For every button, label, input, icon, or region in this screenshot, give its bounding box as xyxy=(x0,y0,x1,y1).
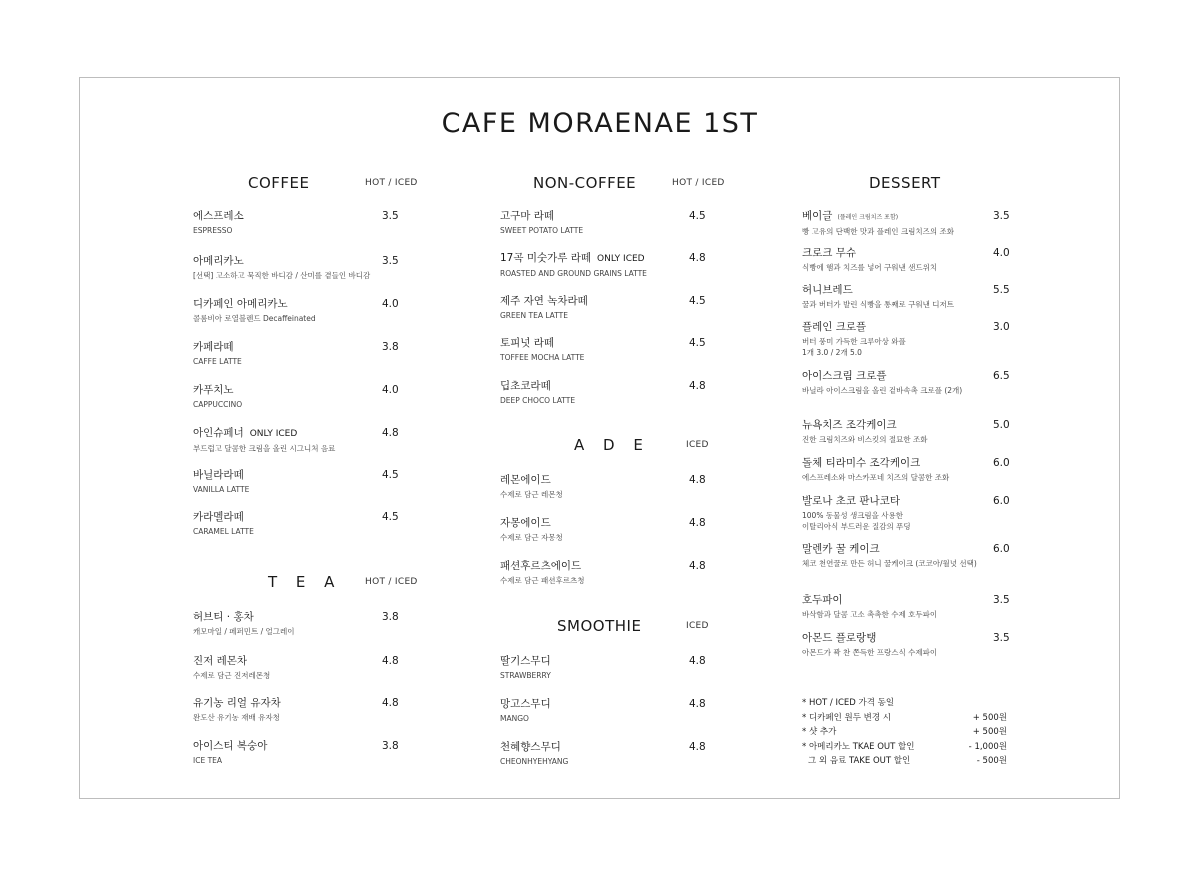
item-name: 자몽에이드 xyxy=(500,517,551,529)
item-sub: ICE TEA xyxy=(193,756,223,765)
item-name: 발로나 초코 판나코타 xyxy=(802,495,900,507)
menu-item xyxy=(802,247,937,273)
menu-item xyxy=(193,611,295,637)
item-sub: 100% 동물성 생크림을 사용한 xyxy=(802,511,904,520)
menu-item xyxy=(193,210,244,236)
item-sub: 1개 3.0 / 2개 5.0 xyxy=(802,348,862,357)
menu-item xyxy=(193,655,270,681)
item-sub: 아몬드가 꽉 찬 쫀득한 프랑스식 수제파이 xyxy=(802,648,938,657)
item-sub: 바삭함과 달콤 고소 촉촉한 수제 호두파이 xyxy=(802,610,938,619)
item-price: 4.0 xyxy=(382,384,399,396)
item-sub: CHEONHYEHYANG xyxy=(500,757,569,766)
item-name: 바닐라라떼 xyxy=(193,469,244,481)
item-price: 3.5 xyxy=(993,210,1010,222)
item-sub: 수제로 담근 자몽청 xyxy=(500,533,563,542)
item-name: 아메리카노 xyxy=(193,255,244,267)
item-name: 허니브레드 xyxy=(802,284,853,296)
note-text: * 디카페인 원두 변경 시 xyxy=(802,712,891,723)
item-sub: TOFFEE MOCHA LATTE xyxy=(500,353,585,362)
item-price: 3.0 xyxy=(993,321,1010,333)
menu-item xyxy=(193,427,335,454)
item-sub: [선택] 고소하고 묵직한 바디감 / 산미를 곁들인 바디감 xyxy=(193,271,371,280)
note-value: - 500원 xyxy=(976,756,1007,766)
item-sub: VANILLA LATTE xyxy=(193,485,250,494)
item-sub: SWEET POTATO LATTE xyxy=(500,226,584,235)
item-sub: 캐모마일 / 페퍼민트 / 얼그레이 xyxy=(193,627,295,636)
item-name: 토피넛 라떼 xyxy=(500,337,555,349)
smoothie-colhead: ICED xyxy=(686,621,709,631)
coffee-colhead: HOT / ICED xyxy=(365,178,418,188)
item-name: 레몬에이드 xyxy=(500,474,551,486)
item-sub: 빵 고유의 단백한 맛과 플레인 크림치즈의 조화 xyxy=(802,227,954,236)
item-name: 카페라떼 xyxy=(193,341,234,353)
item-sub: 수제로 담근 레몬청 xyxy=(500,490,563,499)
menu-item xyxy=(802,543,977,569)
menu-item xyxy=(193,341,242,367)
item-price: 4.8 xyxy=(382,697,399,709)
item-name: 진저 레몬차 xyxy=(193,655,248,667)
item-name: 뉴욕치즈 조각케이크 xyxy=(802,419,897,431)
item-price: 3.8 xyxy=(382,341,399,353)
item-sub: GREEN TEA LATTE xyxy=(500,311,568,320)
section-smoothie-heading: SMOOTHIE xyxy=(557,617,642,635)
item-name: 유기농 리얼 유자차 xyxy=(193,697,281,709)
section-tea-heading: T E A xyxy=(268,573,342,591)
menu-item xyxy=(193,740,267,766)
item-price: 3.8 xyxy=(382,611,399,623)
note-row xyxy=(802,711,1012,726)
item-name: 카라멜라떼 xyxy=(193,511,244,523)
item-price: 4.5 xyxy=(689,337,706,349)
item-price: 4.8 xyxy=(689,474,706,486)
item-price: 4.8 xyxy=(689,698,706,710)
note-value: + 500원 xyxy=(972,727,1007,737)
menu-item xyxy=(802,370,962,396)
item-name: 아이스티 복숭아 xyxy=(193,740,268,752)
menu-item xyxy=(500,517,563,543)
item-price: 3.5 xyxy=(993,594,1010,606)
item-name: 베이글 xyxy=(802,210,833,222)
item-sub: 이탈리아식 부드러운 질감의 푸딩 xyxy=(802,522,911,531)
item-sub: 콜롬비아 로열블렌드 Decaffeinated xyxy=(193,314,316,323)
menu-item xyxy=(500,698,551,724)
item-sub: 완도산 유기농 재배 유자청 xyxy=(193,713,280,722)
item-note: (플레인 크림치즈 포함) xyxy=(837,214,899,221)
item-sub: MANGO xyxy=(500,714,529,723)
note-text: * HOT / ICED 가격 동일 xyxy=(802,698,895,708)
item-price: 6.0 xyxy=(993,457,1010,469)
section-dessert-heading: DESSERT xyxy=(869,174,941,192)
menu-item xyxy=(193,384,242,410)
note-value: - 1,000원 xyxy=(968,741,1007,752)
item-name: 크로크 무슈 xyxy=(802,247,857,259)
section-noncoffee-heading: NON-COFFEE xyxy=(533,174,637,192)
item-price: 4.5 xyxy=(689,210,706,222)
item-name: 17곡 미숫가루 라떼 xyxy=(500,252,592,264)
ade-colhead: ICED xyxy=(686,440,709,450)
item-price: 3.5 xyxy=(382,210,399,222)
item-sub: 버터 풍미 가득한 크루아상 와플 xyxy=(802,337,906,346)
menu-item xyxy=(500,295,588,321)
note-row xyxy=(802,696,1012,711)
menu-item xyxy=(802,210,954,237)
item-price: 6.5 xyxy=(993,370,1010,382)
item-name: 고구마 라떼 xyxy=(500,210,555,222)
item-sub: 식빵에 햄과 치즈를 넣어 구워낸 샌드위치 xyxy=(802,263,938,272)
item-sub: STRAWBERRY xyxy=(500,671,551,680)
item-sub: 꿀과 버터가 발린 식빵을 통째로 구워낸 디저트 xyxy=(802,300,954,309)
item-name: 패션후르츠에이드 xyxy=(500,560,582,572)
menu-item xyxy=(802,321,906,358)
menu-item xyxy=(802,457,949,483)
tea-colhead: HOT / ICED xyxy=(365,577,418,587)
menu-item xyxy=(500,474,563,500)
item-name: 아몬드 플로랑탱 xyxy=(802,632,877,644)
menu-item xyxy=(193,697,281,723)
menu-item xyxy=(802,495,911,532)
item-price: 5.0 xyxy=(993,419,1010,431)
item-price: 4.8 xyxy=(689,252,706,264)
item-name: 아이스크림 크로플 xyxy=(802,370,887,382)
item-price: 3.8 xyxy=(382,740,399,752)
menu-item xyxy=(193,469,249,495)
item-name: 딥초코라떼 xyxy=(500,380,551,392)
item-sub: 바닐라 아이스크림을 올린 겉바속촉 크로플 (2개) xyxy=(802,386,963,395)
menu-item xyxy=(802,419,927,445)
item-tag: ONLY ICED xyxy=(249,429,298,439)
item-price: 5.5 xyxy=(993,284,1010,296)
note-text: 그 외 음료 TAKE OUT 할인 xyxy=(808,756,911,766)
item-price: 4.8 xyxy=(689,517,706,529)
item-price: 4.8 xyxy=(689,741,706,753)
item-sub: 체코 천연꿀로 만든 허니 꿀케이크 (코코아/월넛 선택) xyxy=(802,559,977,568)
item-sub: 수제로 담근 진저레몬청 xyxy=(193,671,271,680)
note-row xyxy=(802,754,1012,769)
item-name: 딸기스무디 xyxy=(500,655,551,667)
item-name: 에스프레소 xyxy=(193,210,244,222)
item-tag: ONLY ICED xyxy=(597,254,645,264)
item-name: 망고스무디 xyxy=(500,698,551,710)
menu-item xyxy=(500,741,568,767)
item-name: 아인슈페너 xyxy=(193,427,244,439)
item-price: 4.0 xyxy=(382,298,399,310)
menu-item xyxy=(802,594,937,620)
menu-item xyxy=(500,380,575,406)
item-price: 4.5 xyxy=(382,469,399,481)
item-price: 3.5 xyxy=(382,255,399,267)
item-name: 말렌카 꿀 케이크 xyxy=(802,543,880,555)
item-sub: DEEP CHOCO LATTE xyxy=(500,396,576,405)
item-price: 4.8 xyxy=(382,427,399,439)
note-row xyxy=(802,725,1012,740)
menu-item xyxy=(802,632,937,658)
menu-item xyxy=(500,655,551,681)
item-price: 4.0 xyxy=(993,247,1010,259)
note-text: * 샷 추가 xyxy=(802,727,837,737)
item-price: 4.8 xyxy=(689,655,706,667)
item-sub: ESPRESSO xyxy=(193,226,233,235)
menu-item xyxy=(500,560,584,586)
item-price: 4.5 xyxy=(382,511,399,523)
note-row xyxy=(802,740,1012,755)
item-name: 돌체 티라미수 조각케이크 xyxy=(802,457,921,469)
item-sub: 부드럽고 달콤한 크림을 올린 시그니처 음료 xyxy=(193,444,336,453)
item-price: 4.8 xyxy=(382,655,399,667)
price-notes xyxy=(802,696,1012,769)
item-price: 4.8 xyxy=(689,380,706,392)
item-name: 천혜향스무디 xyxy=(500,741,561,753)
item-price: 6.0 xyxy=(993,543,1010,555)
section-ade-heading: A D E xyxy=(574,436,650,454)
menu-item xyxy=(500,252,647,279)
noncoffee-colhead: HOT / ICED xyxy=(672,178,725,188)
item-name: 허브티 · 홍차 xyxy=(193,611,254,623)
item-price: 4.8 xyxy=(689,560,706,572)
item-price: 4.5 xyxy=(689,295,706,307)
item-name: 호두파이 xyxy=(802,594,843,606)
menu-item xyxy=(500,337,584,363)
item-price: 3.5 xyxy=(993,632,1010,644)
item-sub: ROASTED AND GROUND GRAINS LATTE xyxy=(500,269,647,278)
item-name: 제주 자연 녹차라떼 xyxy=(500,295,588,307)
item-sub: 진한 크림치즈와 비스킷의 절묘한 조화 xyxy=(802,435,928,444)
item-name: 카푸치노 xyxy=(193,384,234,396)
menu-title: CAFE MORAENAE 1ST xyxy=(441,108,759,139)
menu-item xyxy=(500,210,583,236)
menu-item xyxy=(802,284,954,310)
section-coffee-heading: COFFEE xyxy=(248,174,310,192)
menu-item xyxy=(193,511,254,537)
menu-item xyxy=(193,298,316,324)
item-name: 디카페인 아메리카노 xyxy=(193,298,288,310)
note-text: * 아메리카노 TKAE OUT 할인 xyxy=(802,741,915,752)
item-price: 6.0 xyxy=(993,495,1010,507)
item-sub: 에스프레소와 마스카포네 치즈의 달콤한 조화 xyxy=(802,473,950,482)
menu-item xyxy=(193,255,370,281)
note-value: + 500원 xyxy=(972,712,1007,723)
item-sub: CAPPUCCINO xyxy=(193,400,243,409)
item-name: 플레인 크로플 xyxy=(802,321,867,333)
item-sub: 수제로 담근 패션후르츠청 xyxy=(500,576,585,585)
item-sub: CAFFE LATTE xyxy=(193,357,242,366)
item-sub: CARAMEL LATTE xyxy=(193,527,254,536)
